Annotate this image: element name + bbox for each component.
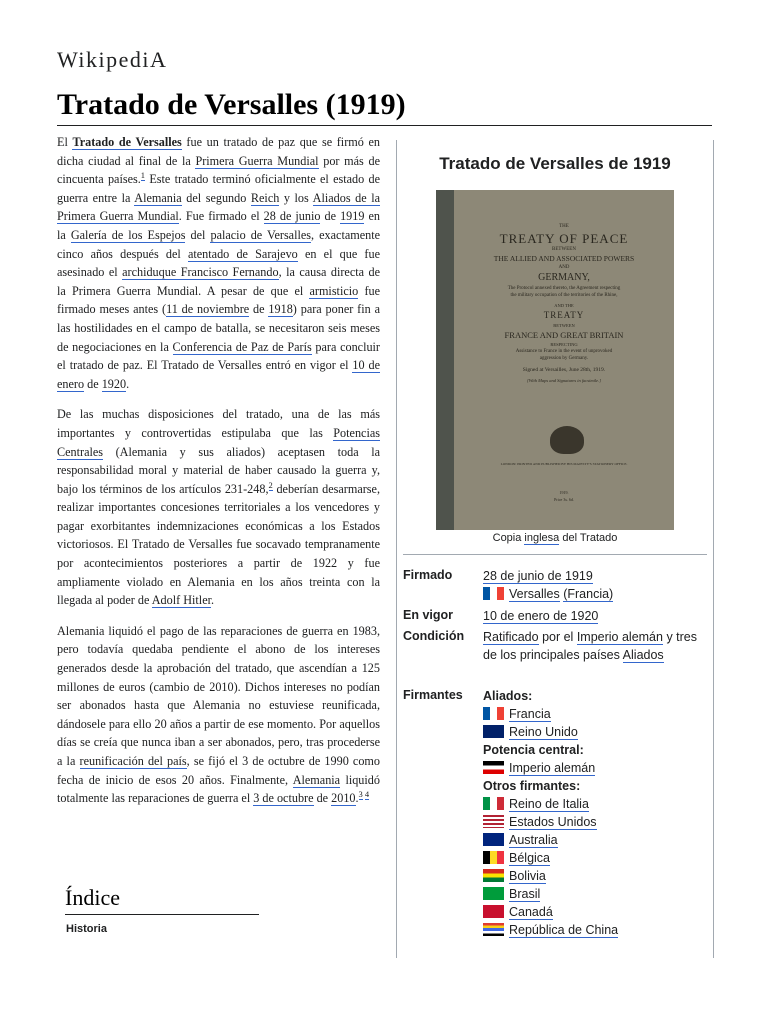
text: .	[211, 593, 215, 608]
value-condicion	[483, 628, 707, 664]
text: Este tratado terminó oficialmente el estado de guerra entre la	[57, 172, 380, 205]
treaty-cover-image[interactable]	[436, 190, 674, 530]
paragraph-3	[57, 622, 380, 808]
infobox	[396, 140, 714, 958]
paragraph-2	[57, 405, 380, 610]
cover-line: Assistance to France in the event of unprovoked	[515, 349, 613, 354]
link-1918[interactable]: 1918	[268, 302, 293, 317]
paragraph-1	[57, 133, 380, 393]
france-flag-icon	[483, 707, 504, 720]
title-divider	[57, 125, 712, 126]
caption-text: del Tratado	[559, 532, 618, 544]
caption-text: Copia	[492, 532, 525, 544]
bolivia-flag-icon	[483, 869, 504, 882]
link-10-enero[interactable]: 10 de enero	[57, 358, 380, 391]
cover-line: aggression by Germany.	[539, 356, 589, 361]
page-title: Tratado de Versalles (1919)	[57, 88, 406, 121]
link-primera-guerra-mundial[interactable]: Primera Guerra Mundial	[195, 153, 319, 168]
signatory-republica-china[interactable]: República de China	[509, 923, 619, 937]
value-firmado	[483, 567, 613, 603]
link-versalles[interactable]: Versalles	[509, 587, 560, 601]
ref-3[interactable]: 3	[358, 789, 363, 800]
text: , la causa directa de la Primera Guerra Mundial. A pesar de que el	[57, 265, 380, 298]
belgium-flag-icon	[483, 851, 504, 864]
label-firmado: Firmado	[403, 568, 453, 582]
italy-flag-icon	[483, 797, 504, 810]
signatory-imperio-aleman[interactable]: Imperio alemán	[509, 761, 596, 775]
signatory-canada[interactable]: Canadá	[509, 905, 553, 919]
text: de	[320, 209, 341, 224]
value-firmantes	[483, 687, 618, 939]
cover-line: LONDON: PRINTED AND PUBLISHED BY HIS MAJESTY'S STATIONERY OFFICE.	[500, 462, 628, 466]
usa-flag-icon	[483, 815, 504, 828]
cover-line: BETWEEN	[552, 247, 576, 252]
image-caption	[397, 532, 713, 544]
otros-heading: Otros firmantes:	[483, 779, 581, 793]
link-alemania[interactable]: Alemania	[134, 190, 182, 205]
text: .	[355, 791, 359, 806]
cover-line: RESPECTING	[550, 342, 578, 347]
article-body	[57, 133, 380, 820]
cover-line: Signed at Versailles, June 28th, 1919.	[522, 367, 606, 373]
text: .	[126, 376, 130, 391]
cover-line: 1919.	[559, 490, 569, 495]
bold-link-tratado[interactable]: Tratado de Versalles	[72, 135, 182, 149]
text: por más de cincuenta países.	[57, 153, 380, 187]
signatory-bolivia[interactable]: Bolivia	[509, 869, 546, 883]
uk-flag-icon	[483, 725, 504, 738]
link-atentado-sarajevo[interactable]: atentado de Sarajevo	[187, 246, 298, 261]
label-condicion: Condición	[403, 629, 465, 643]
cover-line: Price 3s. 6d.	[554, 497, 574, 502]
link-inglesa[interactable]: inglesa	[524, 532, 560, 544]
text: fue un tratado de paz que se firmó en dicha ciudad al final de la	[57, 135, 380, 168]
link-galeria-espejos[interactable]: Galería de los Espejos	[70, 227, 186, 242]
text: Alemania liquidó el pago de las reparaciones de guerra en 1983, pero todavía quedaba pendiente el abono de los intereses generados desde la aprobación del tratado, que ascendían a 125 millones de euros (cambio de 2010). Dichos intereses no podían ser abonados hasta que Alemania no estuviese reunificada, dándosele para ello 20 años a partir de ese momento. Por aquellos días se creía que nunca iban a ser abonados, pero, tras procederse a la	[57, 623, 380, 768]
text: . Fue firmado el	[178, 209, 264, 224]
link-armisticio[interactable]: armisticio	[309, 283, 359, 298]
signatory-reino-unido[interactable]: Reino Unido	[509, 725, 578, 739]
text: ) para poner fin a las hostilidades en el campo de batalla, se necesitaron seis meses de negociaciones en la	[57, 302, 380, 354]
text: en la	[57, 209, 380, 242]
toc-item-historia[interactable]: Historia	[66, 923, 107, 935]
infobox-title: Tratado de Versalles de 1919	[439, 154, 671, 173]
text: del	[185, 227, 211, 242]
text: de	[84, 376, 102, 391]
ref-2[interactable]: 2	[268, 479, 273, 490]
text: fue firmado meses antes (	[57, 283, 381, 317]
text: por el	[538, 630, 577, 644]
link-alemania-2[interactable]: Alemania	[292, 772, 341, 787]
link-1920[interactable]: 1920	[101, 376, 127, 391]
potencia-heading: Potencia central:	[483, 743, 584, 757]
ref-4[interactable]: 4	[364, 789, 370, 800]
cover-line: TREATY	[543, 310, 585, 320]
value-en-vigor	[483, 607, 598, 625]
text: El	[57, 135, 73, 149]
text: y tres de los principales países	[483, 630, 698, 662]
toc-divider	[65, 914, 259, 915]
france-flag-icon	[483, 587, 504, 600]
link-ratificado[interactable]: Ratificado	[483, 630, 539, 644]
text: (Alemania y sus aliados) aceptasen toda la responsabilidad moral y material de haber causado la guerra y, bajo los términos de los artículos 231-248,	[57, 444, 380, 496]
cover-line: AND	[558, 265, 570, 270]
link-2010[interactable]: 2010	[331, 791, 356, 806]
german-empire-flag-icon	[483, 761, 504, 774]
link-reunificacion[interactable]: reunificación del país	[79, 754, 187, 768]
link-aliados-cond[interactable]: Aliados	[622, 648, 664, 662]
cover-line: TREATY OF PEACE	[499, 231, 629, 246]
book-spine	[436, 190, 454, 530]
text: de	[249, 302, 269, 317]
text: para concluir el tratado de paz. El Tratado de Versalles entró en vigor el	[57, 339, 380, 373]
text: , se fijó el 3 de octubre de 1990 como fecha de inicio de esos 20 años. Finalmente,	[57, 754, 381, 787]
cover-line: THE ALLIED AND ASSOCIATED POWERS	[493, 254, 635, 263]
text: , exactamente cinco años después del	[57, 227, 381, 261]
cover-line: The Protocol annexed thereto, the Agreement respecting	[507, 286, 621, 291]
infobox-divider	[403, 554, 707, 555]
link-potencias-centrales[interactable]: Potencias Centrales	[57, 425, 380, 459]
signatory-brasil[interactable]: Brasil	[509, 887, 541, 901]
text: liquidó totalmente las reparaciones de guerra el	[57, 772, 380, 806]
signatory-australia[interactable]: Australia	[509, 833, 558, 847]
cover-line: FRANCE AND GREAT BRITAIN	[504, 330, 624, 340]
label-en-vigor: En vigor	[403, 608, 454, 622]
text: deberían desarmarse, realizar importantes concesiones territoriales a los vencedores y pagar exorbitantes indemnizaciones económicas a los Estados victoriosos. El Tratado de Versalles fue socavado tempranamente por acontecimientos posteriores a partir de 1922 y fue ampliamente violado en Alemania en los años treinta con la llegada al poder de	[57, 481, 380, 608]
signatory-estados-unidos[interactable]: Estados Unidos	[509, 815, 597, 829]
link-reich[interactable]: Reich	[250, 190, 280, 205]
link-vigor-date[interactable]: 10 de enero de 1920	[483, 609, 599, 623]
cover-line: the military occupation of the territories of the Rhine,	[510, 293, 618, 298]
canada-flag-icon	[483, 905, 504, 918]
label-firmantes: Firmantes	[403, 688, 463, 702]
text: De las muchas disposiciones del tratado, una de las más importantes y controvertidas estipulaba que las	[57, 407, 380, 440]
cover-line: GERMANY,	[538, 272, 590, 283]
signatory-reino-italia[interactable]: Reino de Italia	[509, 797, 589, 811]
wikipedia-logo[interactable]: WikipediA	[57, 47, 168, 72]
cover-line: [With Maps and Signatures in facsimile.]	[526, 378, 602, 383]
ref-1[interactable]: 1	[140, 170, 146, 181]
link-3-octubre[interactable]: 3 de octubre	[253, 791, 314, 806]
text: en el que fue asesinado el	[57, 246, 380, 280]
cover-line: AND THE	[554, 303, 574, 308]
text: y los	[279, 190, 313, 205]
toc-heading: Índice	[65, 885, 120, 910]
link-palacio-versalles[interactable]: palacio de Versalles	[210, 227, 312, 242]
australia-flag-icon	[483, 833, 504, 846]
text: del segundo	[181, 190, 251, 205]
link-11-noviembre[interactable]: 11 de noviembre	[166, 302, 250, 317]
royal-crest-icon	[550, 426, 584, 454]
aliados-heading: Aliados:	[483, 689, 533, 703]
link-francia-paren[interactable]: (Francia)	[563, 587, 614, 601]
text: de	[313, 791, 332, 806]
link-1919[interactable]: 1919	[340, 209, 365, 224]
link-adolf-hitler[interactable]: Adolf Hitler	[151, 593, 211, 608]
link-28-de-junio[interactable]: 28 de junio	[263, 209, 321, 224]
brazil-flag-icon	[483, 887, 504, 900]
link-archiduque[interactable]: archiduque Francisco Fernando	[122, 265, 279, 280]
link-imperio-aleman[interactable]: Imperio alemán	[576, 630, 663, 644]
signatory-belgica[interactable]: Bélgica	[509, 851, 550, 865]
china-flag-icon	[483, 923, 504, 936]
link-firmado-date[interactable]: 28 de junio de 1919	[483, 569, 593, 583]
signatory-francia[interactable]: Francia	[509, 707, 551, 721]
cover-line: BETWEEN	[553, 323, 575, 328]
cover-line: THE	[559, 224, 569, 229]
link-conferencia-paris[interactable]: Conferencia de Paz de París	[172, 339, 312, 354]
link-aliados[interactable]: Aliados de la Primera Guerra Mundial	[57, 190, 380, 224]
